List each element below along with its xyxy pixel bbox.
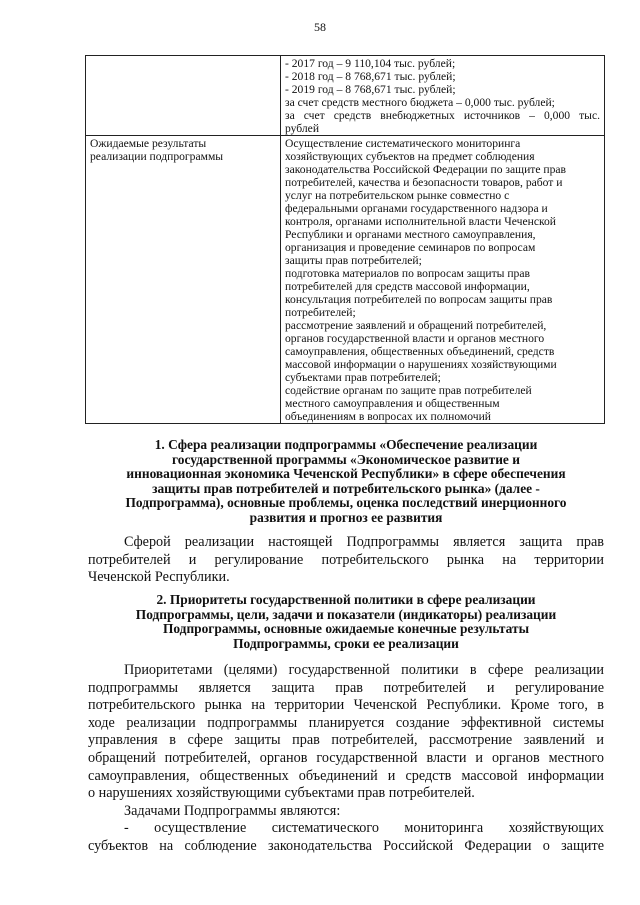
result-line: организация и проведение семинаров по вопросам (285, 241, 536, 254)
result-line: Осуществление систематического мониторинга (285, 137, 521, 150)
result-line: контроля, органами исполнительной власти Чеченской (285, 215, 557, 228)
paragraph-line: Чеченской Республики. (88, 569, 230, 586)
paragraph-line: обращений потребителей, органов государственной власти и органов местного (88, 749, 604, 766)
subprogram-passport-table (85, 55, 605, 424)
label-line: реализации подпрограммы (90, 150, 224, 163)
paragraph-line: ходе реализации подпрограммы планируется создание эффективной системы (88, 714, 604, 731)
heading-line: инновационная экономика Чеченской Республики» в сфере обеспечения (126, 466, 566, 481)
paragraph-line: потребительского рынка на территории Чеченской Республики. Кроме того, в (88, 697, 604, 714)
result-line: содействие органам по защите прав потребителей (285, 384, 532, 397)
funding-line: за счет средств внебюджетных источников – 0,000 тыс. (285, 109, 600, 122)
result-line: объединениям в вопросах их полномочий (285, 410, 491, 423)
result-line: подготовка материалов по вопросам защиты прав (285, 267, 530, 280)
heading-line: Подпрограммы, основные ожидаемые конечные результаты (162, 621, 530, 636)
table-row-expected-results (86, 136, 605, 424)
result-line: рассмотрение заявлений и обращений потребителей, (285, 319, 547, 332)
paragraph-line: о нарушениях хозяйствующими субъектами прав потребителей. (88, 785, 475, 802)
result-line: Республики и органами местного самоуправления, (285, 228, 536, 241)
heading-line: защиты прав потребителей и потребительского рынка» (далее - (152, 480, 540, 496)
result-line: законодательства Российской Федерации по защите прав (285, 163, 567, 176)
funding-line: за счет средств местного бюджета – 0,000 тыс. рублей; (285, 96, 555, 109)
result-line: субъектами прав потребителей; (285, 371, 441, 384)
task-line: субъектов на соблюдение законодательства Российской Федерации о защите (88, 837, 604, 854)
result-line: потребителей; (285, 306, 356, 319)
label-line: Ожидаемые результаты (90, 137, 207, 150)
tasks-intro: Задачами Подпрограммы являются: (124, 802, 341, 819)
heading-line: 1. Сфера реализации подпрограммы «Обеспечение реализации (154, 437, 538, 452)
result-line: защиты прав потребителей; (285, 254, 422, 267)
result-line: федеральными органами государственного надзора и (285, 202, 548, 215)
section-2-paragraph (88, 662, 604, 856)
heading-line: Подпрограммы, цели, задачи и показатели (индикаторы) реализации (135, 606, 557, 622)
paragraph-line: самоуправления, общественных объединений и средств массовой информации (88, 767, 604, 784)
result-line: органов государственной власти и органов местного (285, 332, 545, 345)
result-line: местного самоуправления и общественным (285, 397, 500, 410)
section-1-heading (88, 438, 604, 525)
task-line: - осуществление систематического мониторинга хозяйствующих (124, 820, 604, 837)
result-line: хозяйствующих субъектов на предмет соблюдения (285, 150, 535, 163)
result-line: потребителей для средств массовой информации, (285, 280, 530, 293)
result-line: массовой информации о нарушениях хозяйствующими (285, 358, 557, 371)
page-number: 58 (314, 20, 326, 34)
result-line: потребителей, качества и безопасности товаров, работ и (285, 176, 563, 189)
table-cell-funding (281, 56, 605, 136)
heading-line: Подпрограмма), основные проблемы, оценка последствий инерционного (125, 495, 567, 510)
table-cell-expected-results (281, 136, 605, 424)
paragraph-line: потребителей и регулирование потребительского рынка на территории (88, 551, 604, 568)
funding-line: - 2018 год – 8 768,671 тыс. рублей; (285, 70, 456, 83)
paragraph-line: Сферой реализации настоящей Подпрограммы является защита прав (124, 534, 604, 550)
section-2 (88, 593, 604, 856)
paragraph-line: подпрограммы является защита прав потребителей и регулирование (88, 679, 604, 696)
section-2-heading (88, 593, 604, 651)
section-1-paragraph (88, 534, 604, 587)
heading-line: развития и прогноз ее развития (249, 509, 443, 525)
heading-line: государственной программы «Экономическое развитие и (172, 451, 520, 467)
heading-line: 2. Приоритеты государственной политики в сфере реализации (156, 592, 536, 607)
table-cell-label (86, 136, 281, 424)
table-row-funding (86, 56, 605, 136)
funding-line: - 2017 год – 9 110,104 тыс. рублей; (285, 57, 456, 70)
table-cell-label-empty (86, 56, 281, 136)
funding-line: рублей (285, 122, 320, 135)
section-1 (88, 438, 604, 587)
result-line: услуг на потребительском рынке совместно с (285, 189, 510, 202)
result-line: самоуправления, общественных объединений, средств (285, 345, 555, 358)
result-line: консультация потребителей по вопросам защиты прав (285, 293, 553, 306)
heading-line: Подпрограммы, сроки ее реализации (233, 635, 459, 651)
paragraph-line: управления в сфере защиты прав потребителей, рассмотрение заявлений и (88, 732, 604, 749)
paragraph-line: Приоритетами (целями) государственной политики в сфере реализации (124, 662, 604, 678)
funding-line: - 2019 год – 8 768,671 тыс. рублей; (285, 83, 456, 96)
